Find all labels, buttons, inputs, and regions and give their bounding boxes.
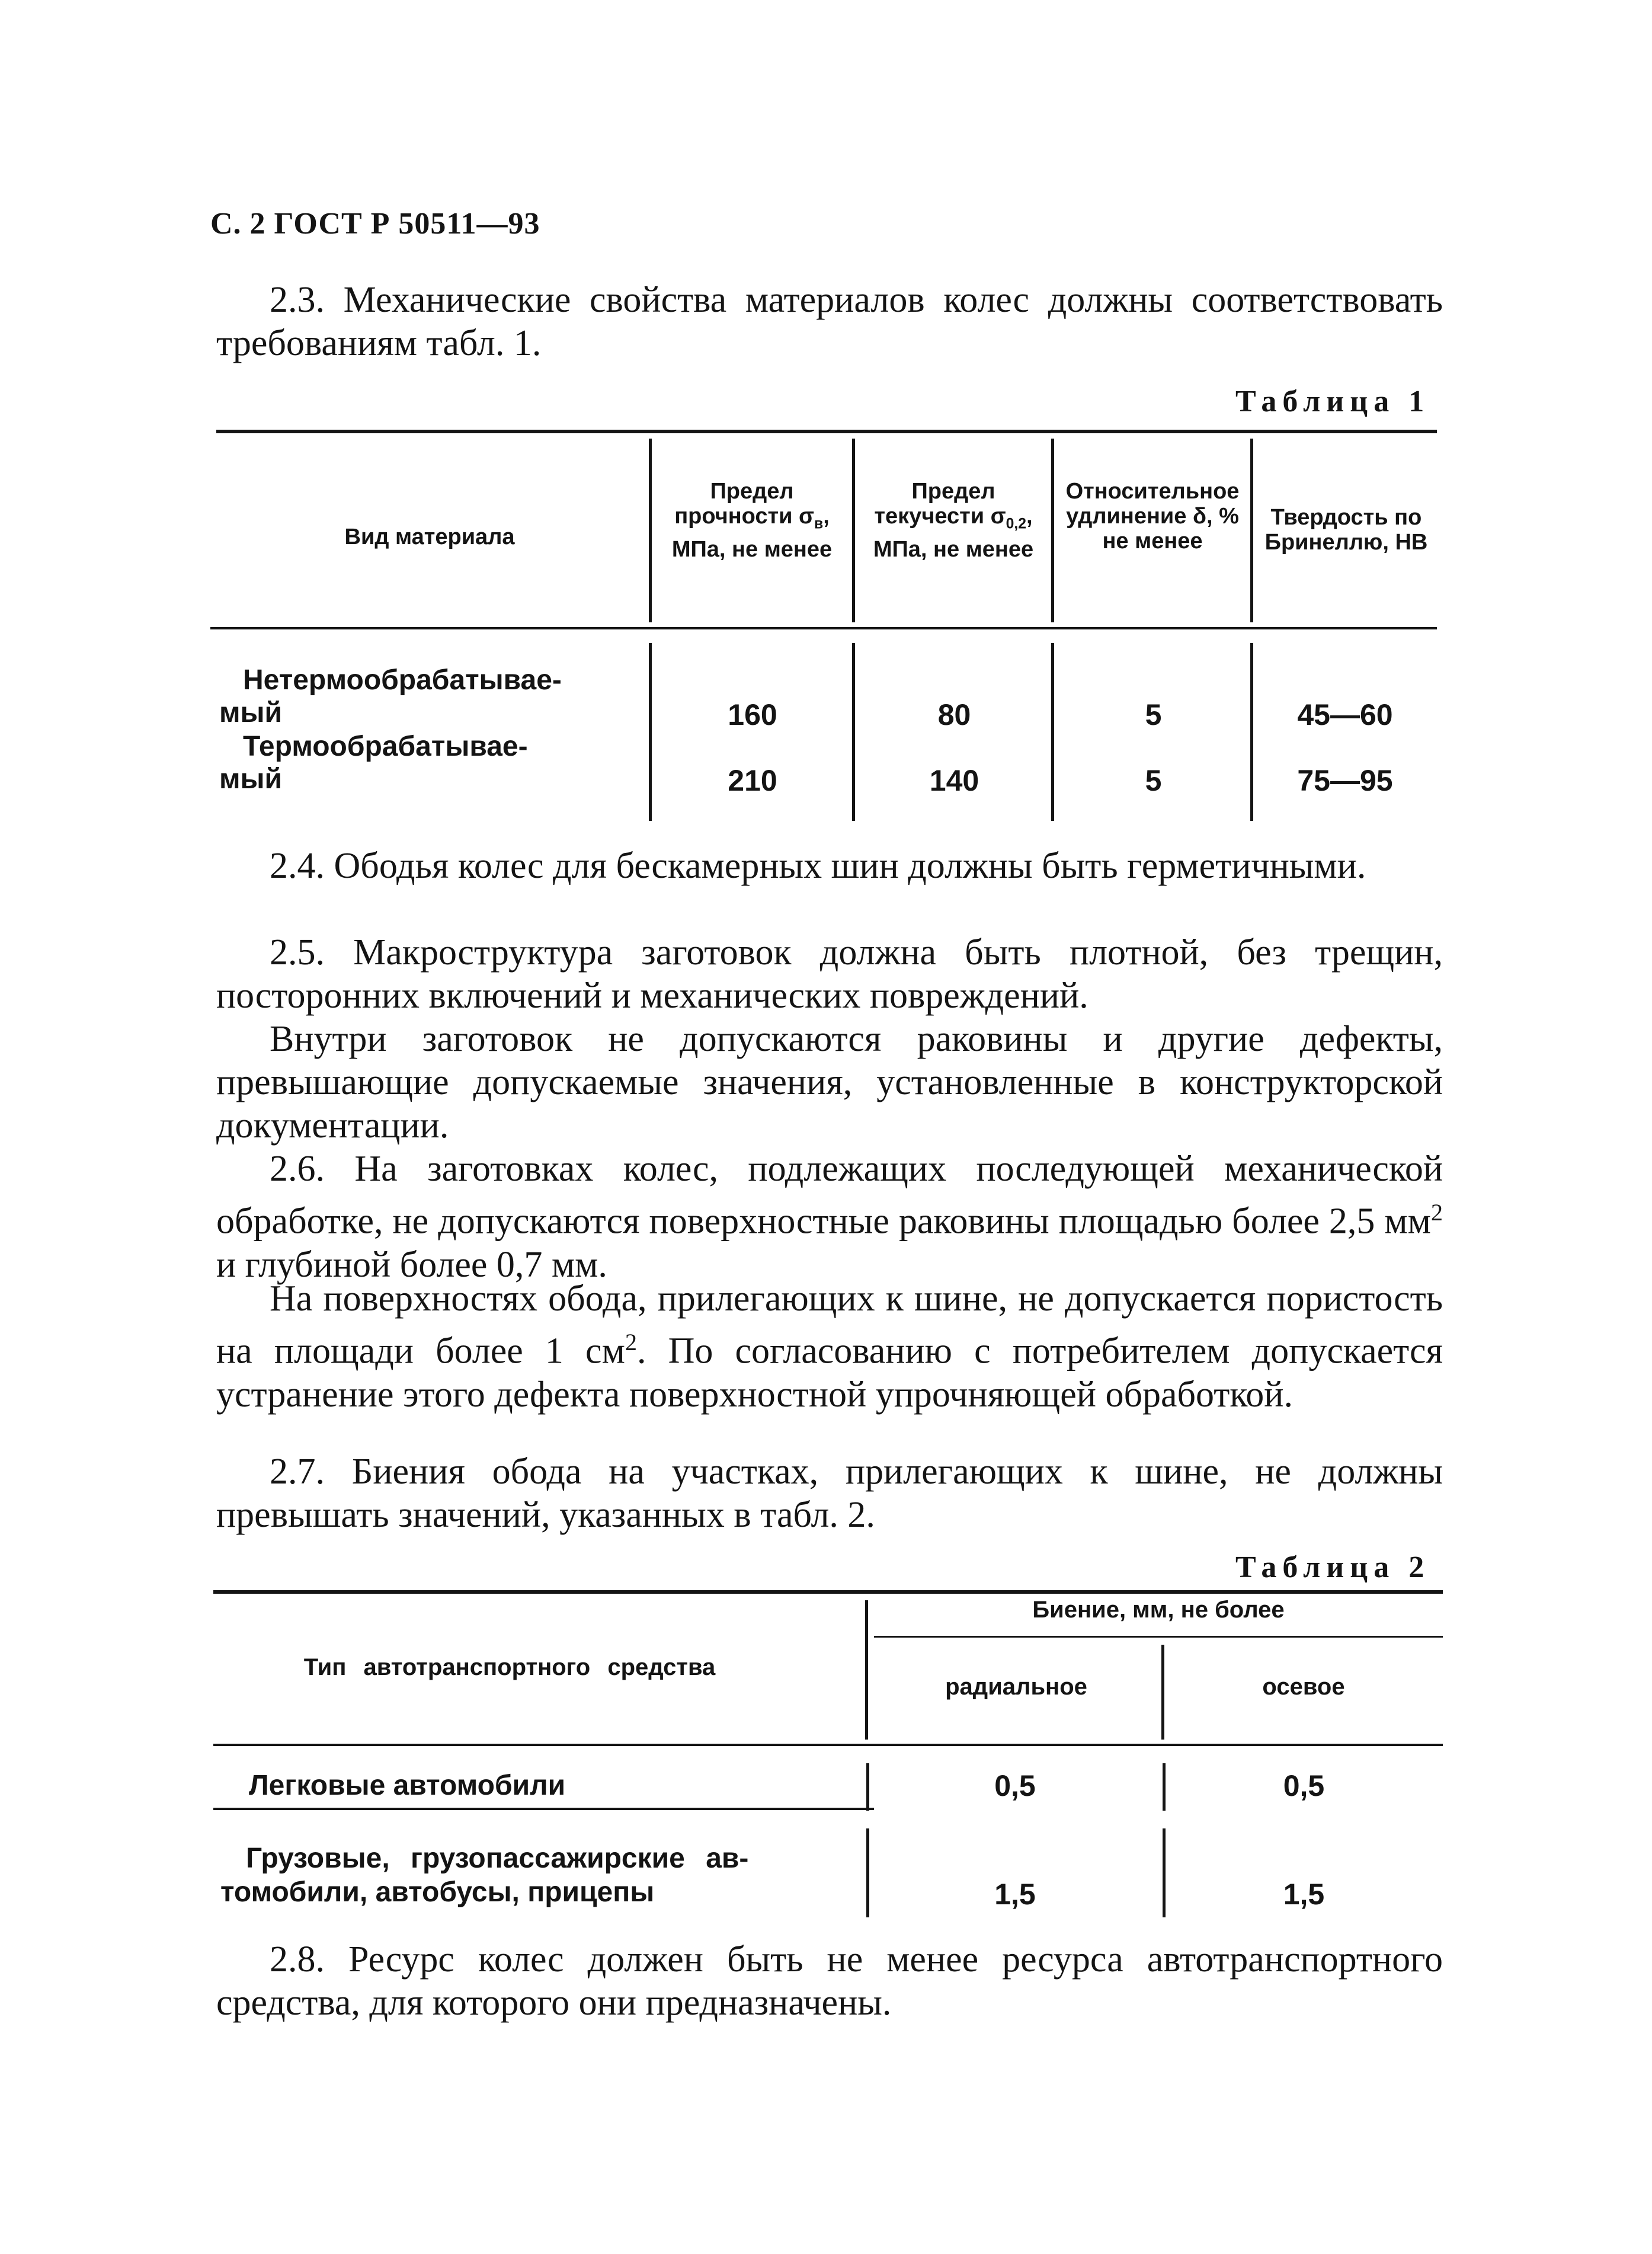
table1-col-divider — [1250, 439, 1253, 622]
table2-row2-radial: 1,5 — [994, 1878, 1036, 1911]
table2-header-rule — [213, 1744, 1443, 1746]
table1-row1-material-line1: Нетермообрабатывае- — [243, 664, 562, 696]
table1-caption: Таблица 1 — [1235, 385, 1430, 418]
table2-header-vehicle-type: Тип автотранспортного средства — [303, 1654, 716, 1680]
section-2-6-continued — [216, 1277, 1443, 1417]
table1-header-yield: Предел текучести $\sigma_{0,2}$, МПа, не менее — [873, 479, 1034, 562]
table1-row2-material-line1: Термообрабатывае- — [243, 731, 528, 762]
table1-col-divider — [852, 439, 855, 622]
table1-header-hardness: Твердость по Бринеллю, НВ — [1264, 505, 1428, 555]
table1-row1-hardness: 45—60 — [1297, 698, 1393, 731]
table2-row-rule — [213, 1808, 874, 1810]
table1-row1-strength: 160 — [728, 698, 777, 731]
table2-top-rule — [213, 1590, 1443, 1594]
table2-row2-type-line2: томобили, автобусы, прицепы — [220, 1876, 655, 1908]
table1-row1-elongation: 5 — [1145, 698, 1162, 731]
table1-row1-yield: 80 — [937, 698, 971, 731]
section-2-4-text: 2.4. Ободья колес для бескамерных шин должны быть герметичными. — [270, 846, 1366, 886]
section-2-8-text: 2.8. Ресурс колес должен быть не менее ресурса автотранспортного средства, для которого они предназначены. — [216, 1939, 1443, 2023]
table1-row2-material-line2: мый — [219, 763, 283, 795]
table1-header-elongation: Относительное удлинение δ, % не менее — [1065, 479, 1240, 554]
section-2-5-continued — [216, 1018, 1443, 1147]
table2-row1-axial: 0,5 — [1283, 1769, 1325, 1802]
table1-row2-elongation: 5 — [1145, 764, 1162, 797]
table2-header-axial: осевое — [1262, 1674, 1345, 1700]
section-2-5-text: 2.5. Макроструктура заготовок должна быть плотной, без трещин, посторонних включений и механических повреждений. — [216, 932, 1443, 1016]
table1-row2-hardness: 75—95 — [1297, 764, 1393, 797]
table2-col-divider — [1161, 1645, 1164, 1740]
section-2-3-text: 2.3. Механические свойства материалов колес должны соответствовать требованиям табл. 1. — [216, 280, 1443, 363]
table2-row2-axial: 1,5 — [1283, 1878, 1325, 1911]
section-2-5-continued-text: Внутри заготовок не допускаются раковины и другие дефекты, превышающие допускаемые значения, установленные в конструкторской документации. — [216, 1019, 1443, 1146]
table1-row2-strength: 210 — [728, 764, 777, 797]
table2-subheader-rule — [874, 1636, 1443, 1638]
table2-col-divider — [866, 1828, 869, 1917]
table2-row1-radial: 0,5 — [994, 1769, 1036, 1802]
table2-header-runout: Биение, мм, не более — [1032, 1597, 1285, 1623]
section-2-7-text: 2.7. Биения обода на участках, прилегающих к шине, не должны превышать значений, указанных в табл. 2. — [216, 1451, 1443, 1535]
table2-row1-type: Легковые автомобили — [249, 1770, 566, 1801]
section-2-6-continued-text: На поверхностях обода, прилегающих к шине, не допускается пористость на площади более 1 $см^2$. По согласованию с потребителем допускается устранение этого дефекта поверхностной упрочняющей обработкой. — [216, 1278, 1443, 1415]
section-2-7 — [216, 1450, 1443, 1537]
table1-top-rule — [216, 430, 1437, 433]
page-header: С. 2 ГОСТ Р 50511—93 — [210, 207, 540, 241]
table1-row1-material-line2: мый — [219, 697, 283, 728]
section-2-4 — [216, 845, 1443, 888]
section-2-6 — [216, 1147, 1443, 1287]
table1-header-strength: Предел прочности $\sigma_в$, МПа, не менее — [671, 479, 833, 562]
table2-col-divider — [1163, 1828, 1166, 1917]
section-2-8 — [216, 1938, 1443, 2025]
table2-col-divider — [866, 1763, 869, 1811]
table2-col-divider — [1163, 1763, 1166, 1811]
table2-header-radial: радиальное — [945, 1674, 1087, 1700]
table1-col-divider — [1051, 439, 1054, 622]
table1-header-material: Вид материала — [344, 525, 515, 549]
section-2-5 — [216, 931, 1443, 1018]
table2-caption: Таблица 2 — [1235, 1550, 1430, 1584]
table1-header-rule — [210, 627, 1437, 629]
table2-row2-type-line1: Грузовые, грузопассажирские ав- — [246, 1843, 749, 1874]
section-2-6-text: 2.6. На заготовках колес, подлежащих последующей механической обработке, не допускаются поверхностные раковины площадью более 2,5 $мм^2$ и глубиной более 0,7 мм. — [216, 1149, 1443, 1285]
table2-col-divider — [865, 1600, 868, 1740]
table1-col-divider — [649, 439, 652, 622]
section-2-3 — [216, 279, 1443, 365]
table1-row2-yield: 140 — [929, 764, 979, 797]
